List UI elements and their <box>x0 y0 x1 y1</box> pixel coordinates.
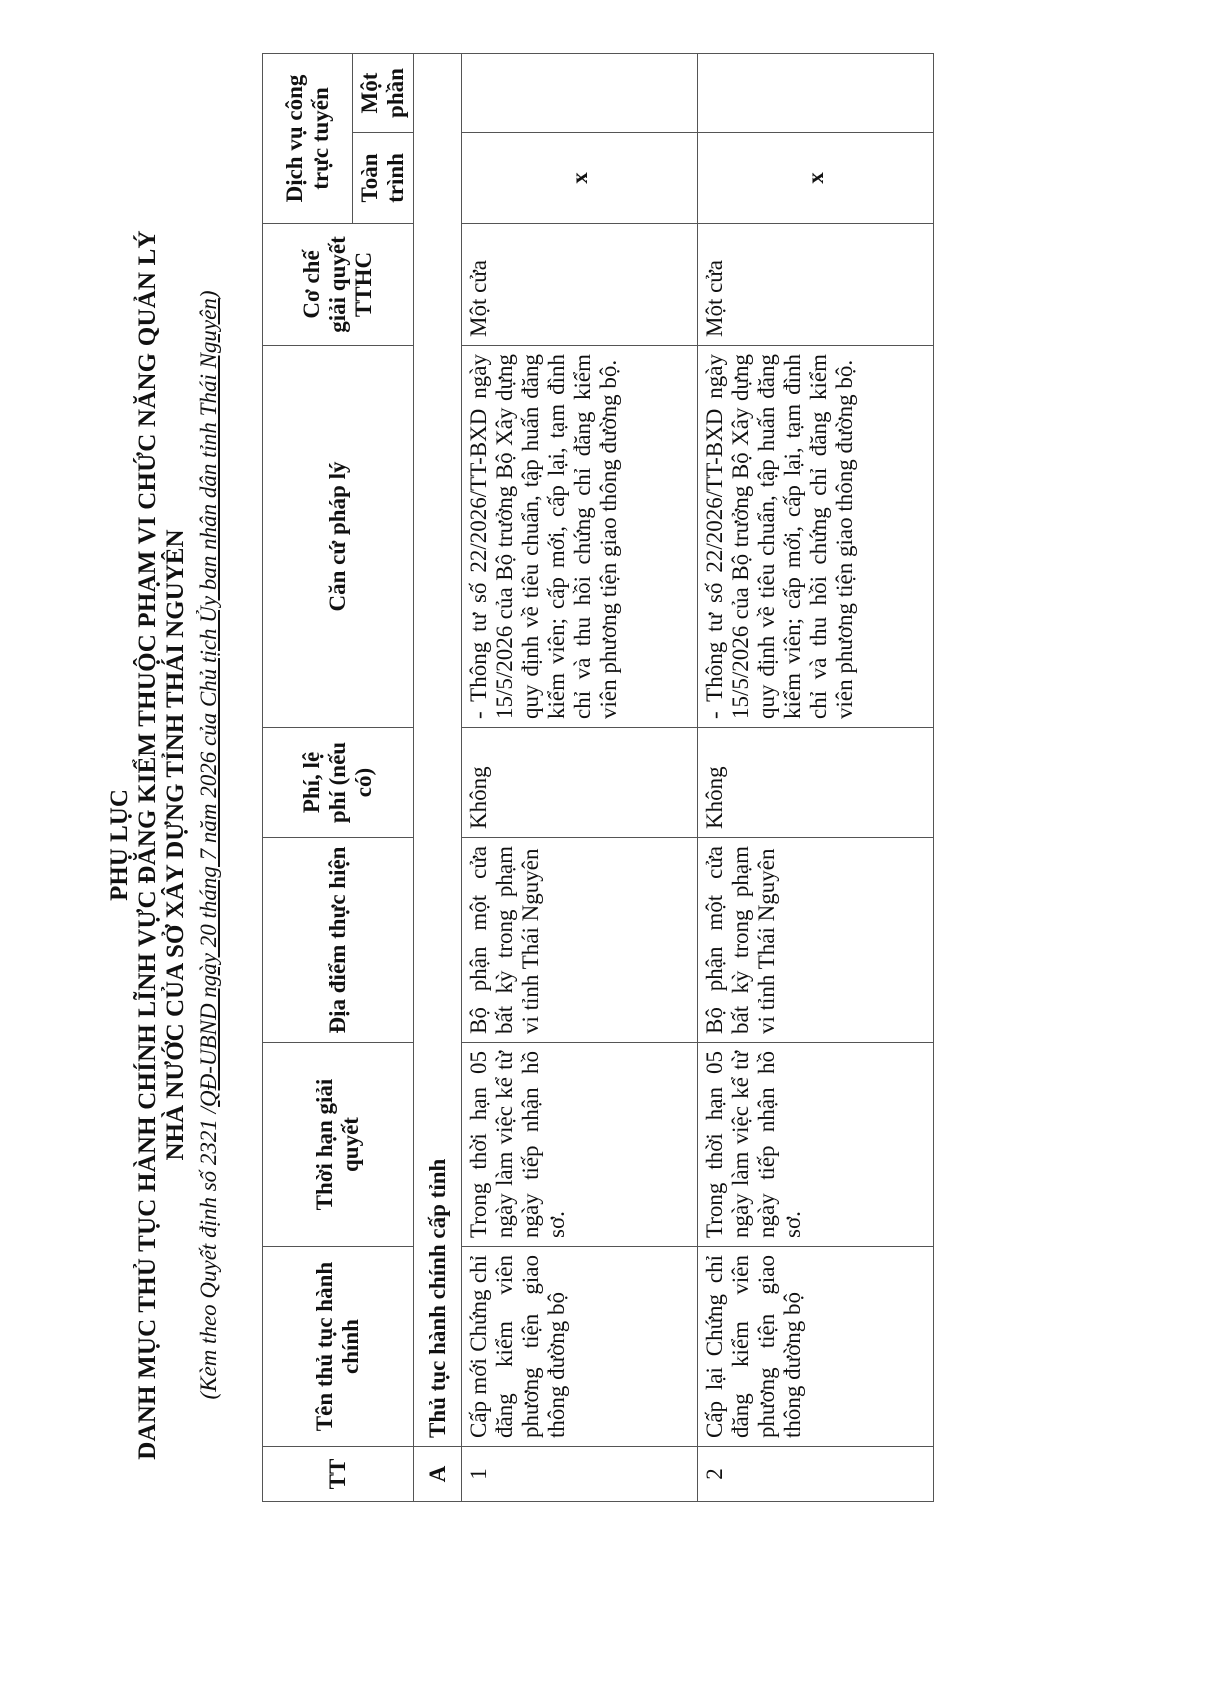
row-name: Cấp mới Chứng chỉ đăng kiểm viên phương tiện giao thông đường bộ <box>462 1247 698 1447</box>
decision-reference-prefix: (Kèm theo Quyết định số 2321 / <box>196 1106 221 1400</box>
row-online-full: x <box>698 133 934 224</box>
appendix-title: PHỤ LỤC <box>106 789 133 901</box>
col-header-legal: Căn cứ pháp lý <box>263 346 414 728</box>
decision-reference-underlined: QĐ-UBND ngày 20 tháng 7 năm 2026 của Chủ tịch Ủy ban nhân dân tỉnh Thái Nguyên <box>196 298 221 1107</box>
row-fee: Không <box>462 728 698 838</box>
row-mechanism: Một cửa <box>462 224 698 346</box>
row-deadline: Trong thời hạn 05 ngày làm việc kể từ ngày tiếp nhận hồ sơ. <box>698 1043 934 1247</box>
col-header-online-full: Toàn trình <box>353 133 414 224</box>
row-deadline: Trong thời hạn 05 ngày làm việc kể từ ngày tiếp nhận hồ sơ. <box>462 1043 698 1247</box>
procedure-table <box>262 53 934 1502</box>
col-header-mechanism: Cơ chế giải quyết TTHC <box>263 224 414 346</box>
section-title: Thủ tục hành chính cấp tỉnh <box>414 54 462 1447</box>
decision-reference <box>196 0 222 1690</box>
header-row <box>263 54 353 1502</box>
row-location: Bộ phận một cửa bất kỳ trong phạm vi tỉnh Thái Nguyên <box>698 838 934 1043</box>
decision-reference-suffix: ) <box>196 290 221 299</box>
row-tt: 2 <box>698 1447 934 1502</box>
row-legal: - Thông tư số 22/2026/TT-BXD ngày 15/5/2026 của Bộ trưởng Bộ Xây dựng quy định về tiêu chuẩn, tập huấn đăng kiểm viên; cấp mới, cấp lại, tạm đình chỉ và thu hồi chứng chỉ đăng kiểm viên phương tiện giao thông đường bộ. <box>698 346 934 728</box>
row-online-full: x <box>462 133 698 224</box>
col-header-online-partial: Một phần <box>353 54 414 133</box>
col-header-location: Địa điểm thực hiện <box>263 838 414 1043</box>
document-title-line-2: NHÀ NƯỚC CỦA SỞ XÂY DỰNG TỈNH THÁI NGUYÊN <box>162 529 189 1161</box>
col-header-deadline: Thời hạn giải quyết <box>263 1043 414 1247</box>
table-row <box>698 54 934 1502</box>
row-tt: 1 <box>462 1447 698 1502</box>
row-mechanism: Một cửa <box>698 224 934 346</box>
col-header-name: Tên thủ tục hành chính <box>263 1247 414 1447</box>
row-online-partial <box>462 54 698 133</box>
row-online-partial <box>698 54 934 133</box>
section-code: A <box>414 1447 462 1502</box>
row-legal: - Thông tư số 22/2026/TT-BXD ngày 15/5/2026 của Bộ trưởng Bộ Xây dựng quy định về tiêu chuẩn, tập huấn đăng kiểm viên; cấp mới, cấp lại, tạm đình chỉ và thu hồi chứng chỉ đăng kiểm viên phương tiện giao thông đường bộ. <box>462 346 698 728</box>
table-row <box>462 54 698 1502</box>
section-row <box>414 54 462 1502</box>
col-header-tt: TT <box>263 1447 414 1502</box>
document-title-line-1: DANH MỤC THỦ TỤC HÀNH CHÍNH LĨNH VỰC ĐĂNG KIỂM THUỘC PHẠM VI CHỨC NĂNG QUẢN LÝ <box>134 230 161 1460</box>
row-fee: Không <box>698 728 934 838</box>
row-location: Bộ phận một cửa bất kỳ trong phạm vi tỉnh Thái Nguyên <box>462 838 698 1043</box>
row-name: Cấp lại Chứng chỉ đăng kiểm viên phương tiện giao thông đường bộ <box>698 1247 934 1447</box>
col-header-fee: Phí, lệ phí (nếu có) <box>263 728 414 838</box>
col-header-online: Dịch vụ công trực tuyến <box>263 54 353 224</box>
